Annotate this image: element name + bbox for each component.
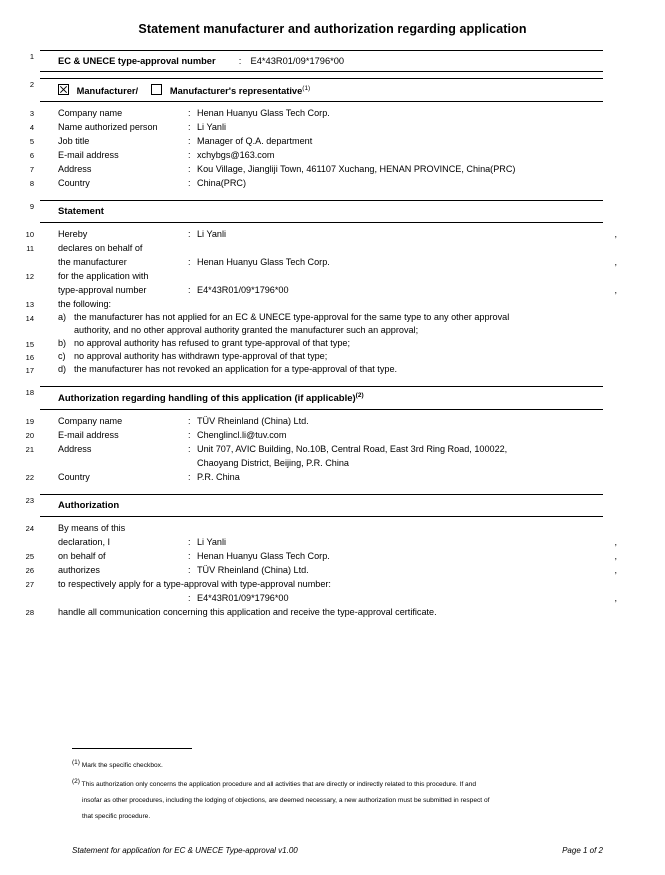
footnote-divider <box>72 748 192 749</box>
line-number: 10 <box>25 230 34 239</box>
field-label: Address <box>58 444 92 455</box>
authorization-apply-value-row <box>40 591 617 605</box>
statement-value: Henan Huanyu Glass Tech Corp. <box>197 257 330 267</box>
statement-label: Hereby <box>58 229 88 239</box>
field-colon: : <box>188 416 191 427</box>
statement-heading-block <box>29 201 603 222</box>
field-row <box>29 120 603 134</box>
line-number: 21 <box>25 445 34 455</box>
line-number: 11 <box>26 244 34 253</box>
statement-trail: , <box>614 229 617 239</box>
representative-checkbox[interactable] <box>151 84 162 95</box>
field-row <box>25 442 603 456</box>
field-label: Address <box>58 164 92 174</box>
authorization-apply-text: to respectively apply for a type-approval with type-approval number: <box>58 579 331 590</box>
line-number: 26 <box>25 566 34 576</box>
line-number: 6 <box>29 151 34 160</box>
authorization-colon: : <box>188 551 191 562</box>
statement-colon <box>188 269 197 283</box>
authorization-row <box>25 563 617 577</box>
authorization-row <box>25 521 603 535</box>
authorization-final-text: handle all communication concerning this application and receive the type-approval certificate. <box>58 607 437 618</box>
field-row <box>25 428 603 442</box>
statement-colon <box>188 241 197 255</box>
line-number: 3 <box>29 109 34 118</box>
approval-number-label: EC & UNECE type-approval number <box>58 56 216 66</box>
statement-row <box>25 227 617 241</box>
line-number: 17 <box>25 366 34 375</box>
representative-label: Manufacturer's representative <box>169 86 303 96</box>
statement-label: declares on behalf of <box>58 243 143 253</box>
authorization-handling-fields <box>25 410 603 488</box>
statement-item <box>25 337 603 350</box>
field-value: TÜV Rheinland (China) Ltd. <box>197 416 309 427</box>
authorization-label: declaration, I <box>58 537 111 548</box>
statement-lines <box>25 223 617 380</box>
line-number: 2 <box>29 80 34 89</box>
line-number: 12 <box>25 272 34 281</box>
field-colon: : <box>188 472 191 483</box>
authorization-row <box>25 549 617 563</box>
manufacturer-select-block <box>29 79 603 101</box>
item-text: no approval authority has refused to grant type-approval of that type; <box>74 338 351 348</box>
authorization-colon: : <box>188 537 191 548</box>
authorization-apply-colon: : <box>188 593 191 604</box>
field-value: Unit 707, AVIC Building, No.10B, Central Road, East 3rd Ring Road, 100022, <box>197 444 508 455</box>
page-title: Statement manufacturer and authorization regarding application <box>138 22 527 36</box>
document-page <box>0 22 665 875</box>
footer-right: Page 1 of 2 <box>562 846 603 855</box>
field-colon: : <box>188 150 191 160</box>
line-number: 13 <box>25 300 34 309</box>
authorization-heading: Authorization <box>58 500 120 512</box>
field-row <box>29 106 603 120</box>
field-value: xchybgs@163.com <box>197 150 275 160</box>
line-number: 20 <box>25 431 34 441</box>
line-number: 16 <box>25 353 34 362</box>
footnote-marker-1: (1) <box>302 84 311 92</box>
field-label: Company name <box>58 416 123 427</box>
field-colon: : <box>188 136 191 146</box>
statement-trail: , <box>614 285 617 295</box>
field-row-cont <box>40 456 603 470</box>
statement-colon: : <box>188 229 191 239</box>
field-value-cont: Chaoyang District, Beijing, P.R. China <box>197 458 349 469</box>
line-number: 18 <box>25 388 34 397</box>
authorization-handling-heading-block <box>25 387 603 409</box>
item-text-cont: authority, and no other approval authority granted the manufacturer such an approval; <box>74 325 419 335</box>
authorization-value: Henan Huanyu Glass Tech Corp. <box>197 551 330 562</box>
statement-row <box>25 269 603 283</box>
statement-label: the manufacturer <box>58 257 127 267</box>
field-colon: : <box>188 122 191 132</box>
following-label: the following: <box>58 299 112 309</box>
item-marker: b) <box>58 338 67 348</box>
item-marker: c) <box>58 351 66 361</box>
statement-label: for the application with <box>58 271 149 281</box>
authorization-trail: , <box>614 551 617 562</box>
manufacturer-label: Manufacturer/ <box>76 86 139 96</box>
statement-heading: Statement <box>58 206 104 217</box>
field-row <box>25 414 603 428</box>
field-value: Li Yanli <box>197 122 226 132</box>
field-colon: : <box>188 444 191 455</box>
footnote-text: This authorization only concerns the application procedure and all activities that are directly or indirectly related to this procedure. If and <box>81 781 477 789</box>
field-row <box>29 162 603 176</box>
item-text: the manufacturer has not applied for an EC & UNECE type-approval for the same type to any other approval <box>74 312 510 322</box>
authorization-colon <box>188 521 197 535</box>
field-row <box>29 134 603 148</box>
field-colon: : <box>188 108 191 118</box>
field-colon: : <box>188 430 191 441</box>
authorization-value: TÜV Rheinland (China) Ltd. <box>197 565 309 576</box>
statement-value: Li Yanli <box>197 229 226 239</box>
statement-row <box>40 283 617 297</box>
footnote-item <box>72 755 603 774</box>
line-number: 5 <box>29 137 34 146</box>
field-label: Company name <box>58 108 123 118</box>
field-value: Kou Village, Jiangliji Town, 461107 Xuchang, HENAN PROVINCE, China(PRC) <box>197 164 516 174</box>
footnote-text: that specific procedure. <box>82 813 151 821</box>
field-label: E-mail address <box>58 150 119 160</box>
authorization-apply-trail: , <box>614 593 617 604</box>
approval-number-colon: : <box>238 56 242 66</box>
footnote-text: insofar as other procedures, including the lodging of objections, are deemed necessary, a new authorization must be submitted in respect of <box>82 797 490 805</box>
authorization-label: authorizes <box>58 565 100 576</box>
authorization-apply-value: E4*43R01/09*1796*00 <box>197 593 289 604</box>
field-colon: : <box>188 178 191 188</box>
field-row <box>29 148 603 162</box>
line-number: 8 <box>29 179 34 188</box>
line-number: 1 <box>29 52 34 61</box>
statement-colon: : <box>188 285 191 295</box>
field-value: Manager of Q.A. department <box>197 136 313 146</box>
field-label: E-mail address <box>58 430 119 441</box>
authorization-apply-row <box>25 577 603 591</box>
document-body <box>25 50 617 623</box>
statement-label: type-approval number <box>58 285 147 295</box>
footnote-marker: (1) <box>72 759 80 766</box>
authorization-colon: : <box>188 565 191 576</box>
page-footer <box>72 846 603 855</box>
footnote-marker-2: (2) <box>355 392 364 399</box>
item-text: no approval authority has withdrawn type-approval of that type; <box>74 351 328 361</box>
statement-row <box>26 241 603 255</box>
authorization-heading-block <box>25 495 603 516</box>
field-row <box>25 470 603 484</box>
field-label: Country <box>58 472 90 483</box>
statement-item <box>25 363 603 376</box>
manufacturer-fields <box>29 102 603 194</box>
statement-value <box>197 269 603 283</box>
approval-number-block <box>29 51 603 71</box>
field-label: Job title <box>58 136 90 146</box>
item-marker: a) <box>58 312 67 322</box>
statement-item <box>25 311 603 324</box>
item-marker: d) <box>58 364 67 374</box>
authorization-body <box>25 517 617 623</box>
footnote-item-cont <box>72 809 603 825</box>
approval-number-value: E4*43R01/09*1796*00 <box>250 56 345 66</box>
field-label: Name authorized person <box>58 122 158 132</box>
field-row <box>29 176 603 190</box>
line-number: 15 <box>25 340 34 349</box>
line-number: 7 <box>29 165 34 174</box>
line-number: 14 <box>25 314 34 323</box>
line-number: 25 <box>25 552 34 562</box>
field-value: China(PRC) <box>197 178 247 188</box>
authorization-final-row <box>25 605 603 619</box>
item-text: the manufacturer has not revoked an application for a type-approval of that type. <box>74 364 398 374</box>
authorization-handling-heading: Authorization regarding handling of this application (if applicable) <box>58 393 356 405</box>
field-value: Chenglincl.li@tuv.com <box>197 430 287 441</box>
line-number: 23 <box>25 496 34 506</box>
field-value: P.R. China <box>197 472 240 483</box>
line-number: 9 <box>29 202 34 211</box>
footnote-item-cont <box>72 793 603 809</box>
footnote-text: Mark the specific checkbox. <box>81 762 163 770</box>
authorization-trail: , <box>614 537 617 548</box>
statement-value: E4*43R01/09*1796*00 <box>197 285 289 295</box>
statement-trail: , <box>614 257 617 267</box>
authorization-value: Li Yanli <box>197 537 226 548</box>
authorization-trail: , <box>614 565 617 576</box>
footnote-marker: (2) <box>72 778 80 786</box>
statement-item-cont <box>40 324 603 337</box>
authorization-value <box>197 521 603 535</box>
line-number: 28 <box>25 608 34 618</box>
line-number: 22 <box>25 473 34 483</box>
line-number: 24 <box>25 524 34 534</box>
line-number: 27 <box>25 580 34 590</box>
line-number: 4 <box>29 123 34 132</box>
footer-left: Statement for application for EC & UNECE Type-approval v1.00 <box>72 846 298 855</box>
statement-item <box>25 350 603 363</box>
statement-colon: : <box>188 257 191 267</box>
footnotes <box>72 748 603 825</box>
line-number: 19 <box>25 417 34 427</box>
field-label: Country <box>58 178 90 188</box>
manufacturer-checkbox[interactable] <box>58 84 69 95</box>
statement-row <box>40 255 617 269</box>
field-colon: : <box>188 164 191 174</box>
statement-row <box>25 297 603 311</box>
footnote-item <box>72 774 603 793</box>
field-value: Henan Huanyu Glass Tech Corp. <box>197 108 330 118</box>
statement-value <box>197 241 603 255</box>
authorization-label: on behalf of <box>58 551 106 562</box>
authorization-row <box>40 535 617 549</box>
authorization-label: By means of this <box>58 523 126 534</box>
